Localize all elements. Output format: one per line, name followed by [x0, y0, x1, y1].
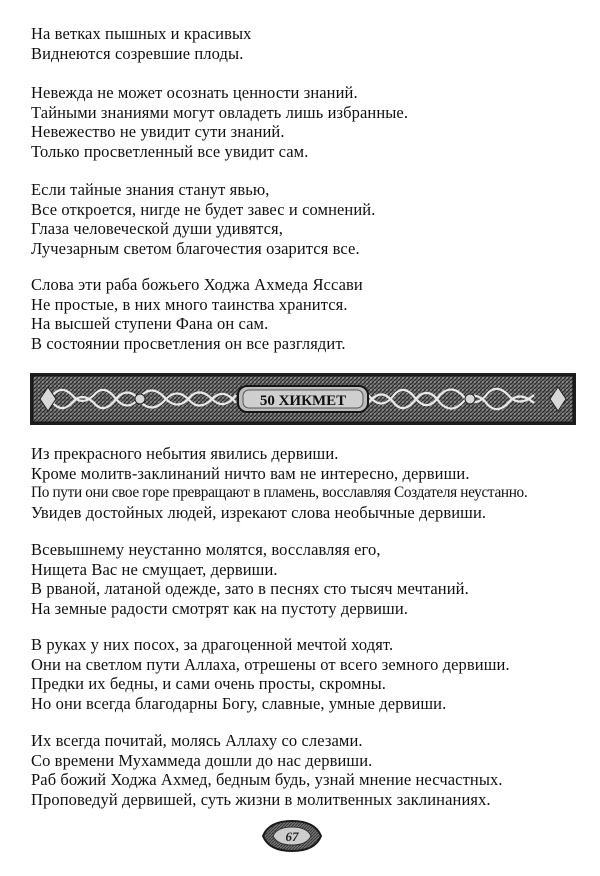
verse-line: Предки их бедны, и сами очень просты, скромны. [31, 674, 387, 693]
stanza-3 [31, 180, 591, 258]
verse-line: Кроме молитв-заклинаний ничто вам не интересно, дервиши. [31, 463, 470, 483]
stanza-8 [31, 731, 591, 809]
chapter-title: 50 ХИКМЕТ [259, 393, 347, 409]
verse-line: Невежество не увидит сути знаний. [31, 122, 285, 141]
verse-line: В руках у них посох, за драгоценной мечтой ходят. [31, 635, 394, 654]
verse-line: Они на светлом пути Аллаха, отрешены от всего земного дервиши. [31, 654, 510, 674]
verse-line: На земные радости смотрят как на пустоту дервиши. [31, 598, 408, 618]
verse-line: Виднеются созревшие плоды. [31, 43, 244, 63]
stanza-1 [31, 24, 591, 63]
verse-line: По пути они свое горе превращают в пламень, восславляя Создателя неустанно. [31, 484, 528, 501]
verse-line: Тайными знаниями могут овладеть лишь избранные. [31, 102, 409, 122]
page-number-ornament [259, 817, 325, 855]
stanza-5 [31, 444, 591, 522]
page-number: 67 [285, 829, 299, 844]
stanza-7 [31, 635, 591, 713]
verse-line: Не простые, в них много таинства хранится. [31, 294, 348, 314]
stanza-4 [31, 275, 591, 353]
verse-line: Все откроется, нигде не будет завес и сомнений. [31, 199, 376, 219]
page-number-medallion-icon [259, 817, 325, 855]
verse-line: На высшей ступени Фана он сам. [31, 314, 269, 333]
verse-line: Всевышнему неустанно молятся, восславляя его, [31, 540, 381, 559]
verse-line: В состоянии просветления он все разглядит. [31, 333, 346, 353]
verse-line: Раб божий Ходжа Ахмед, бедным будь, узнай мнение несчастных. [31, 770, 503, 789]
stanza-2 [31, 83, 591, 161]
ornament-border-icon [30, 373, 576, 425]
verse-line: Если тайные знания станут явью, [31, 180, 270, 199]
verse-line: Но они всегда благодарны Богу, славные, умные дервиши. [31, 693, 447, 713]
verse-line: Увидев достойных людей, изрекают слова необычные дервиши. [31, 502, 487, 522]
verse-line: Только просветленный все увидит сам. [31, 141, 309, 161]
verse-line: Лучезарным светом благочестия озарится все. [31, 238, 360, 258]
verse-line: На ветках пышных и красивых [31, 24, 252, 43]
stanza-6 [31, 540, 591, 618]
verse-line: Проповедуй дервишей, суть жизни в молитвенных заклинаниях. [31, 789, 491, 809]
verse-line: Из прекрасного небытия явились дервиши. [31, 444, 339, 463]
verse-line: Нищета Вас не смущает, дервиши. [31, 559, 278, 579]
verse-line: Их всегда почитай, молясь Аллаху со слезами. [31, 731, 363, 750]
verse-line: Глаза человеческой души удивятся, [31, 219, 283, 238]
verse-line: Слова эти раба божьего Ходжа Ахмеда Яссави [31, 275, 363, 294]
verse-line: Со времени Мухаммеда дошли до нас дервиши. [31, 750, 373, 770]
verse-line: В рваной, латаной одежде, зато в песнях сто тысяч мечтаний. [31, 579, 469, 598]
verse-line: Невежда не может осознать ценности знаний. [31, 83, 358, 102]
chapter-banner [30, 373, 576, 425]
